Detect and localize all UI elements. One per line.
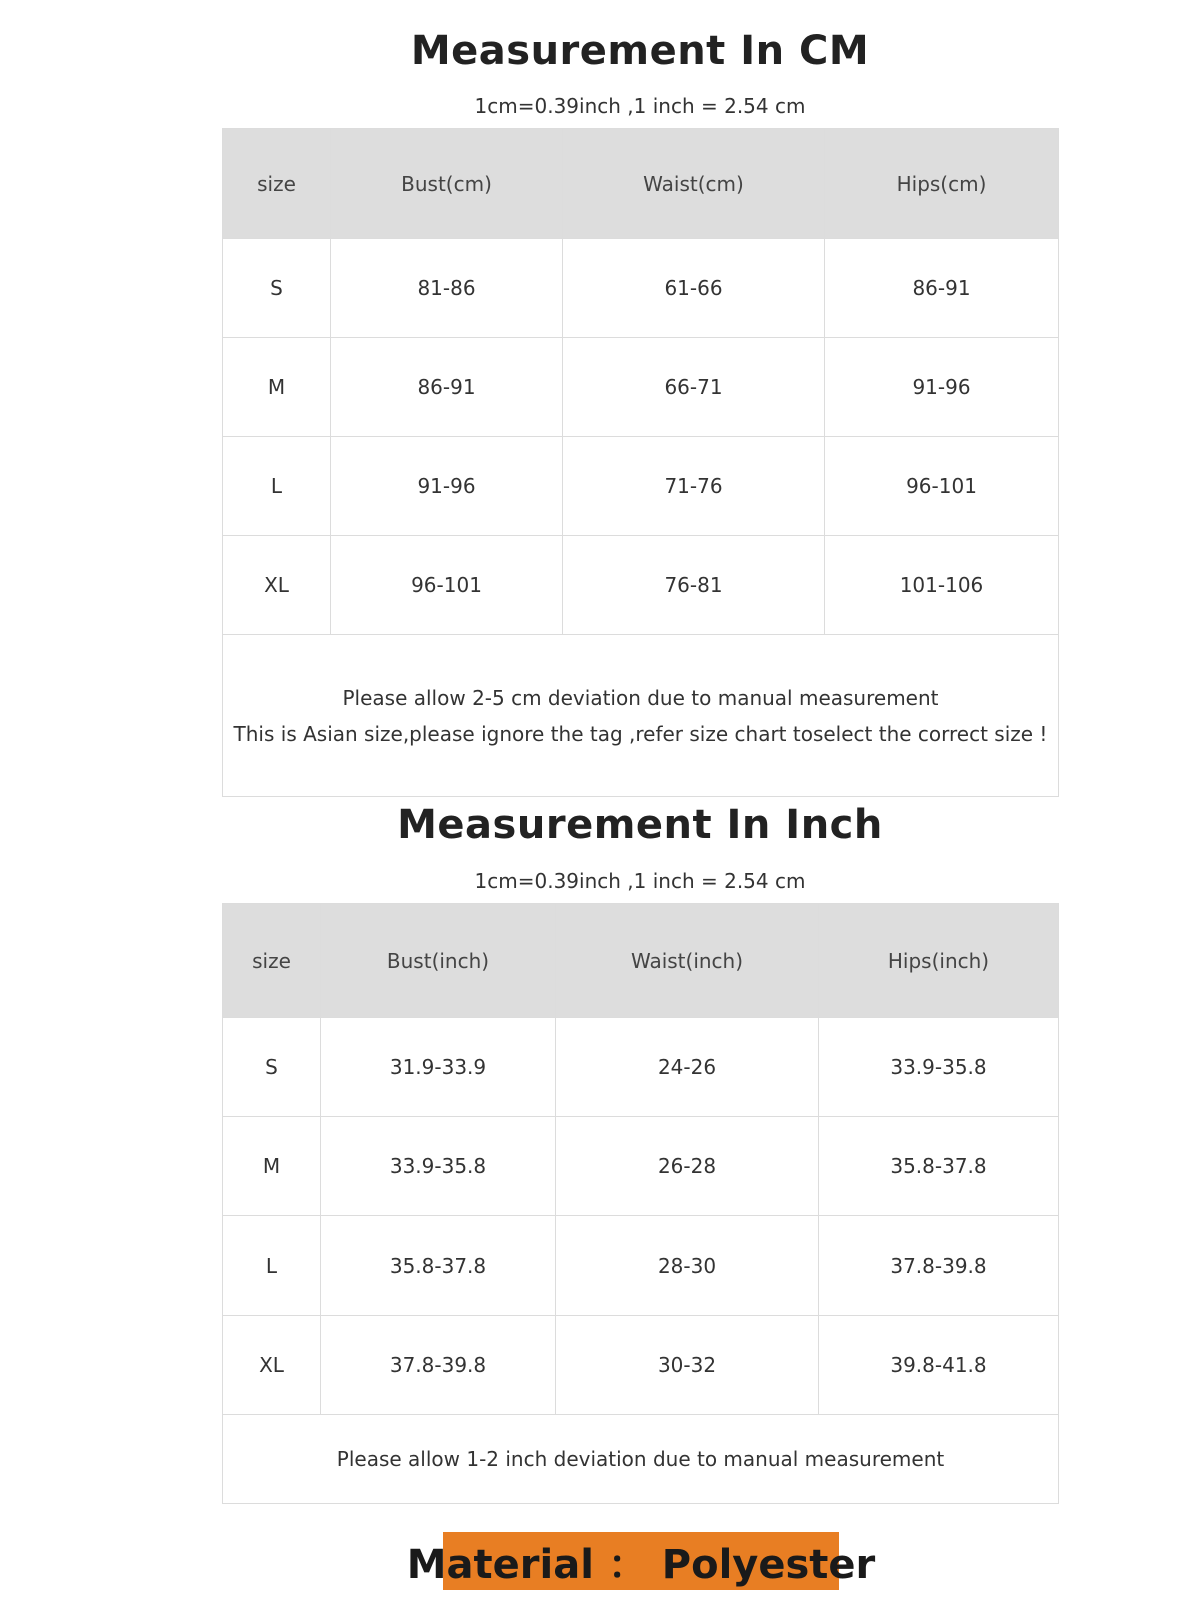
waist-cell: 66-71 [563, 338, 825, 437]
table-row [223, 1316, 1059, 1415]
cm-conversion-note: 1cm=0.39inch ,1 inch = 2.54 cm [474, 94, 806, 118]
table-header-row [223, 129, 1059, 239]
waist-cell: 26-28 [556, 1117, 819, 1216]
header-size: size [223, 904, 321, 1018]
waist-cell: 30-32 [556, 1316, 819, 1415]
waist-cell: 28-30 [556, 1216, 819, 1316]
header-size: size [223, 129, 331, 239]
hips-cell: 37.8-39.8 [819, 1216, 1059, 1316]
table-note-row [223, 635, 1059, 797]
inch-section-title: Measurement In Inch [397, 802, 883, 848]
bust-cell: 31.9-33.9 [321, 1018, 556, 1117]
inch-conversion-note: 1cm=0.39inch ,1 inch = 2.54 cm [474, 869, 806, 893]
bust-cell: 37.8-39.8 [321, 1316, 556, 1415]
material-banner: Material ： Polyester [443, 1532, 839, 1590]
table-row [223, 437, 1059, 536]
header-waist: Waist(inch) [556, 904, 819, 1018]
hips-cell: 96-101 [825, 437, 1059, 536]
size-cell: XL [223, 1316, 321, 1415]
size-cell: M [223, 338, 331, 437]
hips-cell: 35.8-37.8 [819, 1117, 1059, 1216]
hips-cell: 39.8-41.8 [819, 1316, 1059, 1415]
hips-cell: 86-91 [825, 239, 1059, 338]
table-row [223, 1117, 1059, 1216]
bust-cell: 35.8-37.8 [321, 1216, 556, 1316]
header-bust: Bust(cm) [331, 129, 563, 239]
size-cell: L [223, 1216, 321, 1316]
header-bust: Bust(inch) [321, 904, 556, 1018]
size-cell: S [223, 1018, 321, 1117]
header-hips: Hips(cm) [825, 129, 1059, 239]
waist-cell: 71-76 [563, 437, 825, 536]
asian-size-note: This is Asian size,please ignore the tag ,refer size chart toselect the correct size ! [233, 721, 1048, 746]
size-cell: M [223, 1117, 321, 1216]
table-row [223, 1216, 1059, 1316]
size-cell: S [223, 239, 331, 338]
waist-cell: 24-26 [556, 1018, 819, 1117]
bust-cell: 91-96 [331, 437, 563, 536]
deviation-note [223, 635, 1059, 797]
waist-cell: 76-81 [563, 536, 825, 635]
table-row [223, 338, 1059, 437]
waist-cell: 61-66 [563, 239, 825, 338]
size-cell: XL [223, 536, 331, 635]
table-header-row [223, 904, 1059, 1018]
header-waist: Waist(cm) [563, 129, 825, 239]
hips-cell: 33.9-35.8 [819, 1018, 1059, 1117]
table-row [223, 536, 1059, 635]
bust-cell: 81-86 [331, 239, 563, 338]
hips-cell: 91-96 [825, 338, 1059, 437]
table-row [223, 239, 1059, 338]
table-note-row [223, 1415, 1059, 1504]
table-row [223, 1018, 1059, 1117]
cm-section-title: Measurement In CM [410, 28, 870, 74]
inch-size-table [222, 903, 1059, 1504]
hips-cell: 101-106 [825, 536, 1059, 635]
size-cell: L [223, 437, 331, 536]
bust-cell: 86-91 [331, 338, 563, 437]
bust-cell: 33.9-35.8 [321, 1117, 556, 1216]
deviation-note: Please allow 1-2 inch deviation due to manual measurement [223, 1415, 1059, 1504]
header-hips: Hips(inch) [819, 904, 1059, 1018]
deviation-note-line1: Please allow 2-5 cm deviation due to manual measurement [342, 685, 939, 710]
bust-cell: 96-101 [331, 536, 563, 635]
cm-size-table [222, 128, 1059, 797]
